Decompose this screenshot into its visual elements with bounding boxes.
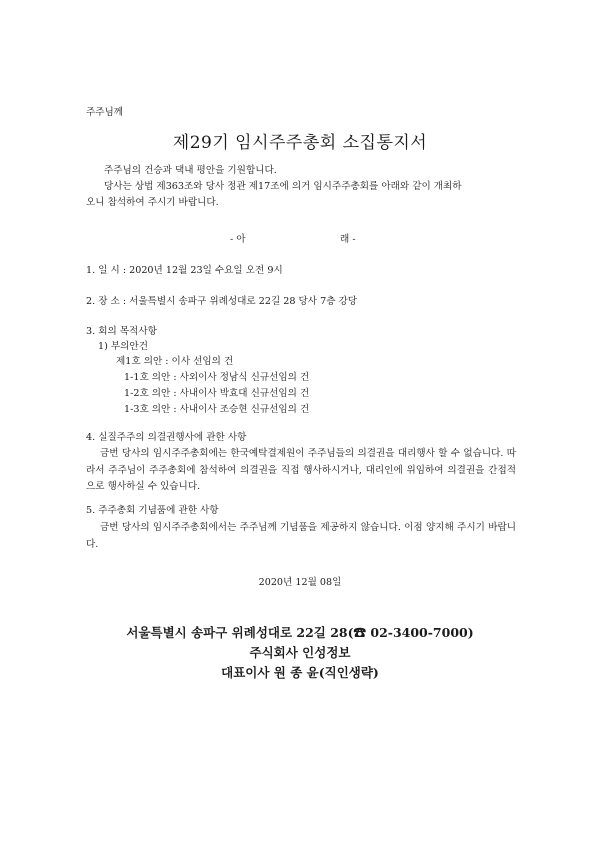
notice-date: 2020년 12월 08일 bbox=[258, 577, 342, 588]
section-agenda-subheading: 1) 부의안건 bbox=[98, 341, 148, 352]
page-title: 제29기 임시주주총회 소집통지서 bbox=[172, 133, 428, 153]
section-voting-body: 금번 당사의 임시주주총회에는 한국예탁결제원이 주주님들의 의결권을 대리행사 할 수 없습니다. 따라서 주주님이 주주총회에 참석하여 의결권을 직접 행사하시거나, 대리인에 위임하여 의결권을 간접적으로 행사하실 수 있습니다. bbox=[86, 448, 516, 492]
intro-line-1: 주주님의 건승과 댁내 평안을 기원합니다. bbox=[104, 165, 277, 176]
company-name: 주식회사 인성정보 bbox=[249, 645, 351, 660]
intro-line-2: 당사는 상법 제363조와 당사 정관 제17조에 의거 임시주주총회를 아래와 같이 개최하 bbox=[104, 181, 462, 192]
intro-line-3: 오니 참석하여 주시기 바랍니다. bbox=[86, 197, 219, 208]
ceo-name: 대표이사 원 종 윤(직인생략) bbox=[221, 665, 379, 680]
section-agenda-heading: 3. 회의 목적사항 bbox=[86, 326, 157, 337]
section-gift-body: 금번 당사의 임시주주총회에서는 주주님께 기념품을 제공하지 않습니다. 이점 양지해 주시기 바랍니다. bbox=[86, 522, 516, 550]
agenda-sub-item: 1-3호 의안 : 사내이사 조승현 신규선임의 건 bbox=[124, 404, 310, 415]
company-address: 서울특별시 송파구 위례성대로 22길 28(☎ 02-3400-7000) bbox=[126, 625, 474, 640]
agenda-sub-item: 1-1호 의안 : 사외이사 정남식 신규선임의 건 bbox=[124, 372, 310, 383]
section-voting-heading: 4. 실질주주의 의결권행사에 관한 사항 bbox=[86, 432, 247, 443]
greeting: 주주님께 bbox=[86, 107, 124, 118]
section-gift-heading: 5. 주주총회 기념품에 관한 사항 bbox=[86, 505, 219, 516]
agenda-sub-item: 1-2호 의안 : 사내이사 박효대 신규선임의 건 bbox=[124, 388, 310, 399]
agenda-main-item: 제1호 의안 : 이사 선임의 건 bbox=[116, 356, 234, 367]
section-datetime: 1. 일 시 : 2020년 12월 23일 수요일 오전 9시 bbox=[86, 265, 283, 276]
below-marker-right: 래 - bbox=[340, 234, 356, 245]
section-location: 2. 장 소 : 서울특별시 송파구 위례성대로 22길 28 당사 7층 강당 bbox=[86, 296, 358, 307]
below-marker-left: - 아 bbox=[230, 234, 246, 245]
